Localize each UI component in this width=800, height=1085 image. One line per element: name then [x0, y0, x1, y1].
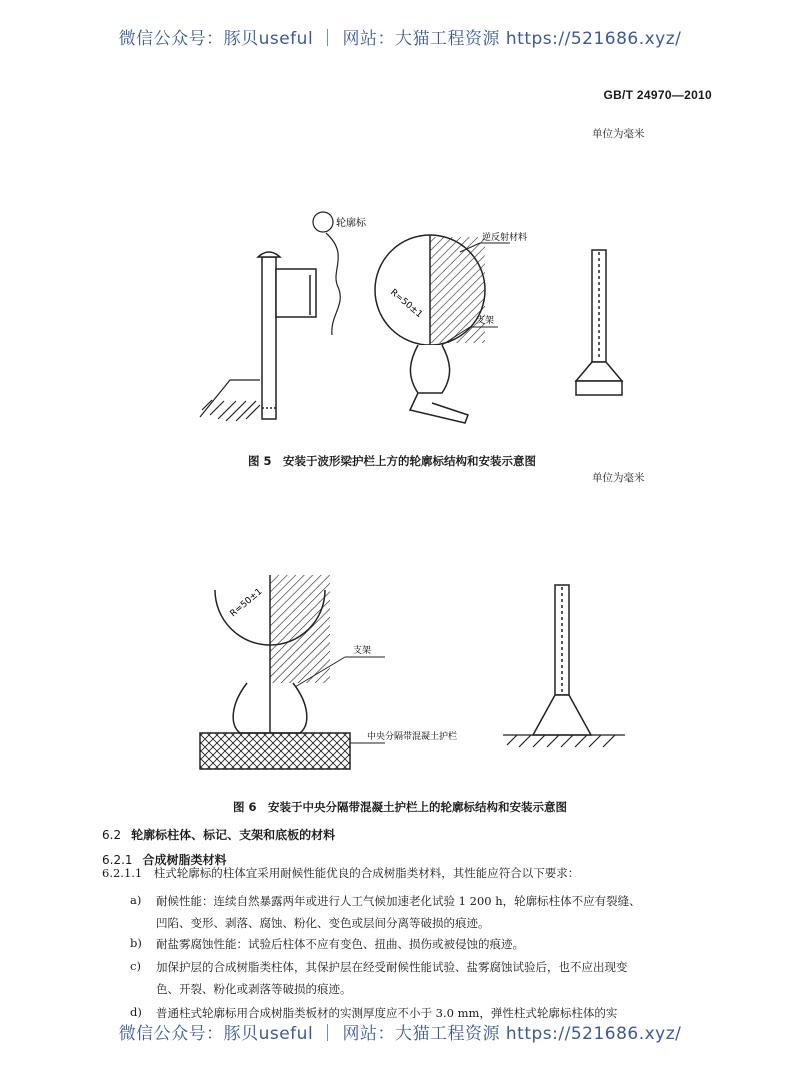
delineator-side-view-6 [533, 585, 591, 735]
list-text: 色、开裂、粉化或剥落等破损的痕迹。 [156, 982, 352, 996]
figure6-diagram [185, 575, 640, 780]
list-text: 加保护层的合成树脂类柱体，其保护层在经受耐候性能试验、盐雾腐蚀试验后，也不应出现变 [156, 960, 628, 974]
label-retroreflective: 逆反射材料 [482, 233, 528, 243]
figure6-caption: 图 6 安装于中央分隔带混凝土护栏上的轮廓标结构和安装示意图 [232, 800, 567, 814]
section-6-2-title: 轮廓标柱体、标记、支架和底板的材料 [131, 828, 336, 842]
label-radius-6: R=50±1 [228, 586, 265, 620]
figure5-unit: 单位为毫米 [592, 128, 645, 140]
watermark-bottom: 微信公众号：豚贝useful ｜ 网站：大猫工程资源 https://521686.xyz/ [118, 1024, 682, 1044]
list-marker: b) [130, 936, 142, 950]
ground-hatch [200, 380, 260, 421]
list-text: 耐盐雾腐蚀性能：试验后柱体不应有变色、扭曲、损伤或被侵蚀的痕迹。 [156, 937, 524, 951]
list-marker: d) [130, 1005, 142, 1019]
watermark-top: 微信公众号：豚贝useful ｜ 网站：大猫工程资源 https://521686.xyz/ [118, 29, 682, 49]
list-text: 凹陷、变形、剥落、腐蚀、粉化、变色或层间分离等破损的痕迹。 [156, 916, 490, 930]
section-6-2-number: 6.2 [102, 828, 122, 842]
clause-6-2-1-1: 6.2.1.1 柱式轮廓标的柱体宜采用耐候性能优良的合成树脂类材料，其性能应符合以下要求： [102, 866, 580, 880]
section-6-2-heading [102, 826, 335, 843]
ground-hatch-6 [503, 735, 625, 747]
section-6-2-1-title: 合成树脂类材料 [142, 853, 227, 867]
round-delineator-large [215, 575, 330, 733]
figure6-unit: 单位为毫米 [592, 472, 645, 484]
list-marker: a) [130, 893, 142, 907]
list-item-a-continued [156, 915, 490, 931]
label-bracket: 支架 [476, 316, 495, 326]
guardrail-post [258, 252, 316, 419]
delineator-callout [313, 212, 340, 335]
standard-number: GB/T 24970—2010 [603, 88, 712, 102]
label-radius: R=50±1 [388, 287, 425, 321]
delineator-side-view [576, 250, 622, 395]
label-delineator: 轮廓标 [336, 218, 366, 229]
round-delineator [375, 235, 485, 423]
figure5-caption: 图 5 安装于波形梁护栏上方的轮廓标结构和安装示意图 [247, 454, 536, 468]
label-bracket-6: 支架 [353, 646, 372, 656]
list-text: 普通柱式轮廓标用合成树脂类板材的实测厚度应不小于 3.0 mm，弹性柱式轮廓标柱体的实 [156, 1006, 618, 1020]
list-marker: c) [130, 959, 141, 973]
list-item-c-continued [156, 981, 352, 997]
figure5-diagram [180, 195, 640, 440]
concrete-barrier [200, 733, 350, 769]
list-text: 耐候性能：连续自然暴露两年或进行人工气候加速老化试验 1 200 h，轮廓标柱体不应有裂缝、 [156, 894, 641, 908]
label-barrier: 中央分隔带混凝土护栏 [367, 732, 458, 742]
section-6-2-1-number: 6.2.1 [102, 853, 133, 867]
